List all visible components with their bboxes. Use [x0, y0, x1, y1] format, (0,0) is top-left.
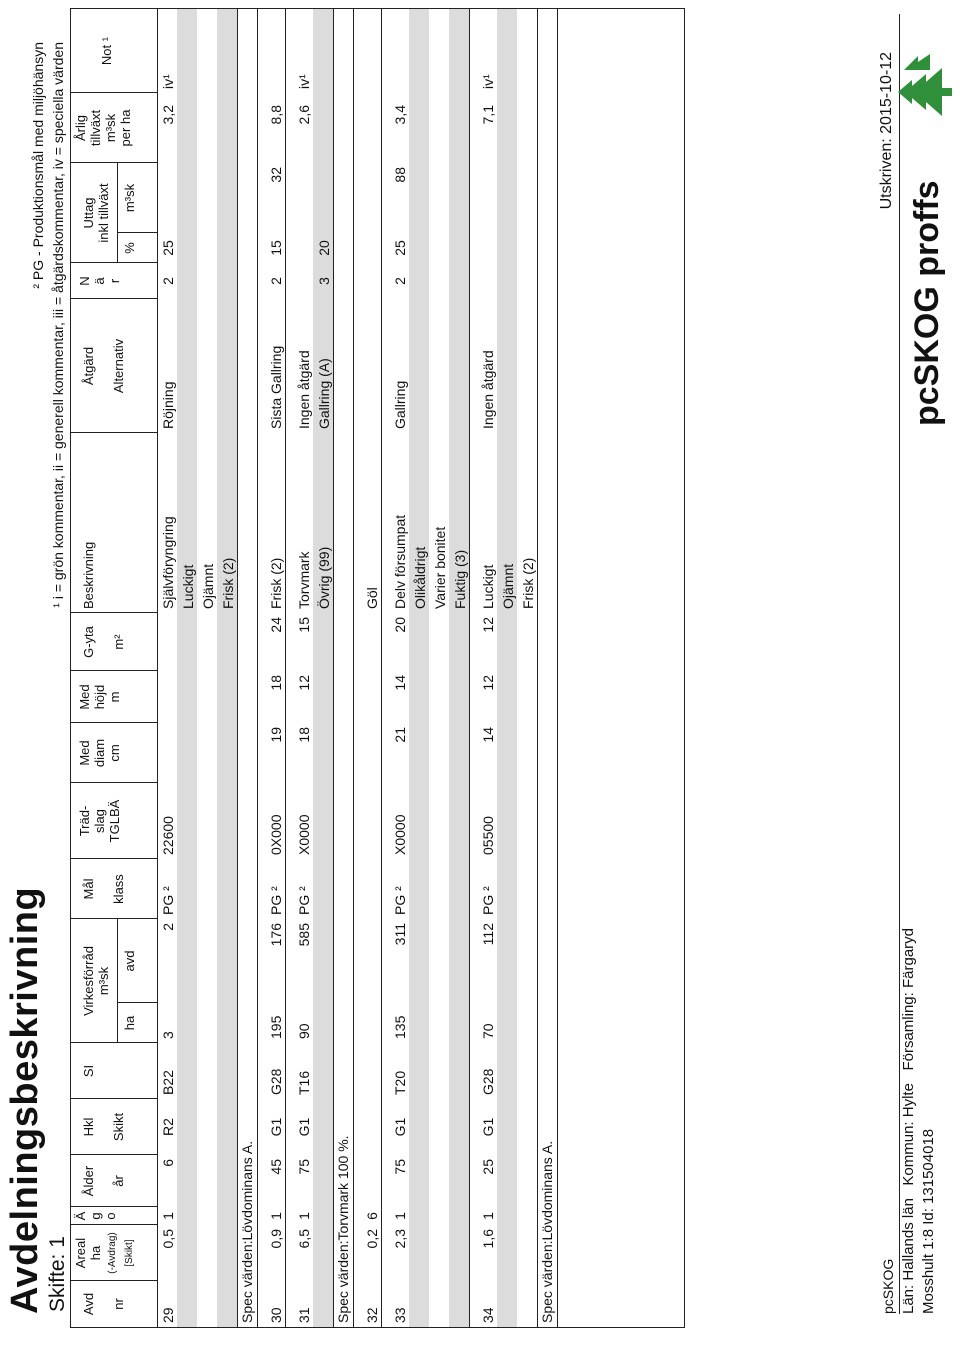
row-band [497, 9, 517, 1327]
header-mal: Mål klass [81, 874, 126, 904]
cell-avd: 34 [480, 1307, 496, 1323]
cell-arlig: 3,4 [392, 105, 408, 125]
cell-gyta: 20 [392, 617, 408, 633]
header-beskrivning: Beskrivning [81, 541, 96, 609]
row-divider [381, 9, 382, 1327]
cell-ago: 1 [160, 1212, 176, 1220]
cell-arlig: 7,1 [480, 105, 496, 125]
cell-avd: 30 [268, 1307, 284, 1323]
row-band [217, 9, 237, 1327]
header-virke-ha: ha [117, 1003, 157, 1043]
cell-alder: 75 [296, 1159, 312, 1175]
cell-areal: 2,3 [392, 1229, 408, 1249]
cell-mal: PG ² [480, 886, 496, 915]
cell-atgard: Röjning [160, 381, 176, 429]
cell-hojd: 14 [392, 675, 408, 691]
cell-trad: X0000 [392, 814, 408, 855]
cell-ago: 1 [480, 1212, 496, 1220]
header-virke: Virkesförråd m³sk [81, 946, 111, 1016]
cell-beskr: Delv försumpat [392, 514, 408, 609]
cell-areal: 1,6 [480, 1229, 496, 1249]
cell-beskr: Luckigt [480, 564, 496, 609]
cell-vha: 90 [296, 1023, 312, 1039]
row-divider [285, 9, 286, 1327]
cell-mal: PG ² [296, 886, 312, 915]
cell-nar: 3 [316, 277, 332, 285]
cell-si: T16 [296, 1070, 312, 1095]
cell-nar: 2 [268, 277, 284, 285]
cell-vavd: 176 [268, 923, 284, 947]
cell-beskr: Olikåldrigt [412, 546, 428, 609]
cell-arlig: 3,2 [160, 105, 176, 125]
cell-hkl: G1 [296, 1117, 312, 1137]
cell-beskr: Ojämnt [500, 563, 516, 609]
cell-ago: 1 [392, 1212, 408, 1220]
cell-mal: PG ² [392, 886, 408, 915]
pcskog-proffs-logo [906, 176, 946, 426]
cell-nar: 2 [392, 277, 408, 285]
cell-trad: X0000 [296, 814, 312, 855]
footnote-pg: ² PG - Produktionsmål med miljöhänsyn [30, 42, 46, 289]
cell-vha: 135 [392, 1015, 408, 1039]
cell-pct: 15 [268, 240, 284, 256]
header-ago: Ä g o [73, 1211, 118, 1221]
cell-trad: 0X000 [268, 814, 284, 855]
row-band [313, 9, 333, 1327]
cell-areal: 6,5 [296, 1229, 312, 1249]
cell-beskr: Göl [364, 587, 380, 609]
cell-alder: 25 [480, 1159, 496, 1175]
cell-nar: 2 [160, 277, 176, 285]
cell-beskr: Övrig (99) [316, 546, 332, 609]
header-virke-avd: avd [117, 919, 157, 1003]
header-nar: N ä r [77, 276, 122, 286]
row-divider [537, 9, 538, 1327]
cell-hojd: 18 [268, 675, 284, 691]
cell-hkl: G1 [268, 1117, 284, 1137]
cell-si: G28 [268, 1068, 284, 1095]
cell-si: T20 [392, 1070, 408, 1095]
cell-mal: PG ² [268, 886, 284, 915]
cell-alder: 75 [392, 1159, 408, 1175]
cell-vavd: 585 [296, 923, 312, 947]
cell-vha: 195 [268, 1015, 284, 1039]
cell-trad: 05500 [480, 816, 496, 855]
footer-brand: pcSKOG [880, 1258, 896, 1314]
header-hkl: Hkl Skikt [81, 1112, 126, 1142]
cell-not: iv¹ [160, 74, 176, 89]
cell-atgard: Sista Gallring [268, 345, 284, 429]
cell-vavd: 112 [480, 923, 496, 946]
cell-ago: 6 [364, 1212, 380, 1220]
header-areal: Areal ha (-Avdrag) [Skikt] [73, 1232, 135, 1274]
spec-note: Spec värden:Lövdominans A. [239, 1140, 255, 1323]
header-arlig: Årlig tillväxt m³sk per ha [73, 109, 133, 147]
cell-si: B22 [160, 1070, 176, 1095]
footer-written-date: Utskriven: 2015-10-12 [878, 52, 895, 210]
cell-hojd: 12 [480, 675, 496, 691]
table-header [71, 9, 158, 1327]
header-uttag-pct: % [117, 233, 157, 263]
cell-hkl: G1 [392, 1117, 408, 1137]
header-not: Not ¹ [99, 36, 114, 66]
cell-arlig: 2,6 [296, 105, 312, 125]
header-meddiam: Med diam cm [77, 738, 122, 768]
header-atgard: Åtgärd Alternativ [81, 338, 126, 394]
cell-si: G28 [480, 1068, 496, 1095]
cell-avd: 32 [364, 1307, 380, 1323]
cell-areal: 0,5 [160, 1229, 176, 1249]
page-subtitle: Skifte: 1 [46, 1236, 69, 1312]
row-divider [333, 9, 334, 1327]
header-trad: Träd- slag TGLBÄ [77, 799, 122, 843]
page-title: Avdelningsbeskrivning [4, 886, 46, 1314]
cell-hkl: R2 [160, 1118, 176, 1136]
row-divider [557, 9, 558, 1327]
cell-vavd: 311 [392, 923, 408, 946]
cell-hkl: G1 [480, 1117, 496, 1137]
row-divider [353, 9, 354, 1327]
cell-atgard: Gallring [392, 380, 408, 429]
cell-beskr: Självföryngring [160, 516, 176, 609]
spec-note: Spec värden:Torvmark 100 %. [335, 1135, 351, 1323]
row-band [409, 9, 429, 1327]
cell-vavd: 2 [160, 923, 176, 931]
cell-diam: 21 [392, 727, 408, 743]
cell-pct: 20 [316, 240, 332, 256]
header-avd: Avd nr [81, 1292, 126, 1316]
cell-arlig: 8,8 [268, 105, 284, 125]
row-divider [469, 9, 470, 1327]
spec-note: Spec värden:Lövdominans A. [539, 1140, 555, 1323]
cell-beskr: Frisk (2) [520, 557, 536, 609]
footer-property: Mosshult 1:8 Id: 131504018 [920, 1128, 937, 1314]
cell-trad: 22600 [160, 816, 176, 855]
cell-diam: 19 [268, 727, 284, 743]
cell-m3: 32 [268, 167, 284, 183]
header-medhojd: Med höjd m [77, 684, 122, 710]
cell-ago: 1 [296, 1212, 312, 1220]
footnote-comments: ¹ i = grön kommentar, ii = generell kommentar, iii = åtgärdskommentar, iv = speciella värden [50, 42, 66, 608]
cell-avd: 33 [392, 1307, 408, 1323]
row-band [177, 9, 197, 1327]
cell-atgard: Ingen åtgärd [296, 350, 312, 429]
cell-beskr: Luckigt [180, 564, 196, 609]
cell-pct: 25 [160, 240, 176, 256]
cell-hojd: 12 [296, 675, 312, 691]
cell-beskr: Frisk (2) [220, 557, 236, 609]
cell-gyta: 15 [296, 617, 312, 633]
cell-vha: 70 [480, 1023, 496, 1039]
header-uttag-m3: m³sk [117, 163, 157, 233]
header-si: SI [81, 1064, 96, 1078]
header-gyta: G-yta m² [81, 626, 126, 658]
cell-vha: 3 [160, 1031, 176, 1039]
cell-beskr: Torvmark [296, 551, 312, 609]
cell-gyta: 12 [480, 617, 496, 633]
cell-beskr: Ojämnt [200, 563, 216, 609]
cell-mal: PG ² [160, 886, 176, 915]
cell-alder: 45 [268, 1159, 284, 1175]
row-band [449, 9, 469, 1327]
cell-alder: 6 [160, 1159, 176, 1167]
header-uttag: Uttag inkl tillväxt [81, 183, 111, 243]
logo-text: pcSKOG proffs [908, 180, 946, 426]
row-divider [257, 9, 258, 1327]
row-divider [237, 9, 238, 1327]
cell-atgard: Ingen åtgärd [480, 350, 496, 429]
stand-table [70, 8, 685, 1328]
header-alder: Ålder år [81, 1165, 126, 1197]
cell-diam: 18 [296, 727, 312, 743]
cell-pct: 25 [392, 240, 408, 256]
cell-diam: 14 [480, 727, 496, 743]
cell-beskr: Fuktig (3) [452, 549, 468, 609]
cell-ago: 1 [268, 1212, 284, 1220]
cell-gyta: 24 [268, 617, 284, 633]
cell-beskr: Varier bonitet [432, 526, 448, 609]
footer-location: Län: Hallands län Kommun: Hylte Församling: Färgaryd [900, 928, 917, 1314]
tree-logo-icon [896, 52, 956, 132]
cell-not: iv¹ [296, 74, 312, 89]
cell-not: iv¹ [480, 74, 496, 89]
cell-avd: 29 [160, 1307, 176, 1323]
cell-areal: 0,9 [268, 1229, 284, 1249]
cell-atgard: Gallring (A) [316, 358, 332, 429]
cell-m3: 88 [392, 167, 408, 183]
cell-avd: 31 [296, 1307, 312, 1323]
cell-beskr: Frisk (2) [268, 557, 284, 609]
cell-areal: 0,2 [364, 1229, 380, 1249]
